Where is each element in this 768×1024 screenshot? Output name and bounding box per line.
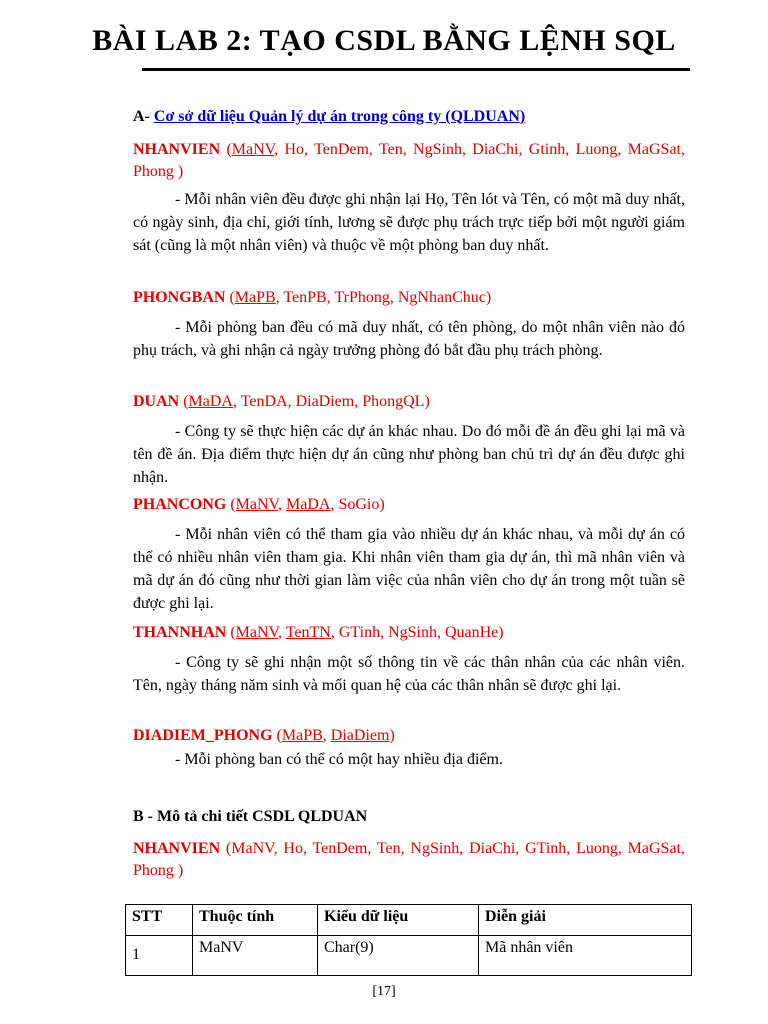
section-b-entity	[133, 838, 685, 882]
table-cell-description: Mã nhân viên	[479, 936, 692, 976]
section-a-heading	[133, 108, 525, 126]
column-header-stt: STT	[126, 905, 193, 936]
primary-key: MaNV	[235, 496, 279, 513]
entity-phancong	[133, 494, 685, 516]
table-cell-datatype: Char(9)	[318, 936, 479, 976]
entity-open: (	[226, 496, 236, 513]
key-separator: ,	[278, 496, 287, 513]
entity-open: (	[226, 624, 236, 641]
primary-key: MaPB	[281, 727, 323, 744]
primary-key: MaDA	[188, 393, 233, 410]
entity-diadiem-phong	[133, 725, 685, 747]
entity-attributes: (MaNV, Ho, TenDem, Ten, NgSinh, DiaChi, GTinh, Luong, MaGSat, Phong )	[133, 840, 685, 879]
entity-open: (	[225, 289, 235, 306]
column-header-description: Diễn giải	[479, 905, 692, 936]
entity-name: NHANVIEN	[133, 141, 221, 158]
entity-attributes: )	[389, 727, 395, 744]
table-cell-attribute: MaNV	[193, 936, 318, 976]
entity-name: PHONGBAN	[133, 289, 226, 306]
entity-description-phancong: - Mỗi nhân viên có thể tham gia vào nhiều dự án khác nhau, và mỗi dự án có thể có nhiều nhân viên tham gia. Khi nhân viên tham gia dự án, thì mã nhân viên và mã dự án đó cũng như thời gian làm việc của nhân viên cho dự án trong một tuần sẽ được ghi lại.	[133, 526, 685, 612]
primary-key: MaPB	[234, 289, 276, 306]
entity-name: PHANCONG	[133, 496, 227, 513]
page-title: BÀI LAB 2: TẠO CSDL BẰNG LỆNH SQL	[92, 24, 676, 57]
primary-key: TenTN	[285, 624, 331, 641]
entity-nhanvien	[133, 139, 685, 183]
primary-key: MaDA	[286, 496, 331, 513]
attribute-table	[125, 904, 692, 976]
column-header-attribute: Thuộc tính	[193, 905, 318, 936]
entity-attributes: , GTinh, NgSinh, QuanHe)	[330, 624, 504, 641]
column-header-datatype: Kiểu dữ liệu	[318, 905, 479, 936]
entity-phongban	[133, 287, 685, 309]
page-number: [17]	[372, 984, 396, 999]
primary-key: MaNV	[235, 624, 279, 641]
entity-attributes: , SoGio)	[330, 496, 385, 513]
entity-attributes: , TenPB, TrPhong, NgNhanChuc)	[275, 289, 492, 306]
primary-key: DiaDiem	[330, 727, 390, 744]
primary-key: MaNV	[231, 141, 275, 158]
entity-attributes: , Ho, TenDem, Ten, NgSinh, DiaChi, Gtinh, Luong, MaGSat, Phong )	[133, 141, 685, 180]
entity-open: (	[220, 141, 232, 158]
title-underline	[142, 68, 690, 71]
entity-description-duan: - Công ty sẽ thực hiện các dự án khác nhau. Do đó mỗi đề án đều ghi lại mã và tên đề án. Địa điểm thực hiện dự án cũng như phòng ban chủ trì dự án đều được ghi nhận.	[133, 423, 685, 486]
entity-thannhan	[133, 622, 685, 644]
table-header-row	[126, 905, 692, 936]
table-row	[126, 936, 692, 976]
entity-name: NHANVIEN	[133, 840, 221, 857]
entity-description-nhanvien: - Mỗi nhân viên đều được ghi nhận lại Họ, Tên lót và Tên, có một mã duy nhất, có ngày sinh, địa chỉ, giới tính, lương sẽ được phụ trách trực tiếp bởi một người giám sát (cũng là một nhân viên) và thuộc về một phòng ban duy nhất.	[133, 191, 685, 254]
entity-description-phongban: - Mỗi phòng ban đều có mã duy nhất, có tên phòng, do một nhân viên nào đó phụ trách, và ghi nhận cả ngày trưởng phòng đó bắt đầu phụ trách phòng.	[133, 319, 685, 359]
entity-name: THANNHAN	[133, 624, 227, 641]
table-cell-stt: 1	[126, 936, 193, 976]
entity-name: DIADIEM_PHONG	[133, 727, 273, 744]
entity-duan	[133, 391, 685, 413]
entity-attributes: , TenDA, DiaDiem, PhongQL)	[232, 393, 430, 410]
section-a-title: Cơ sở dữ liệu Quản lý dự án trong công ty (QLDUAN)	[153, 108, 526, 125]
entity-name: DUAN	[133, 393, 180, 410]
key-separator: ,	[278, 624, 286, 641]
section-b-heading: B - Mô tả chi tiết CSDL QLDUAN	[133, 808, 368, 825]
entity-description-diadiem-phong: - Mỗi phòng ban có thể có một hay nhiều địa điểm.	[175, 751, 503, 768]
key-separator: ,	[322, 727, 331, 744]
entity-description-thannhan: - Công ty sẽ ghi nhận một số thông tin về các thân nhân của các nhân viên. Tên, ngày tháng năm sinh và mối quan hệ của các thân nhân sẽ được ghi lại.	[133, 654, 685, 694]
entity-open: (	[272, 727, 282, 744]
section-a-prefix: A-	[133, 108, 150, 125]
entity-open: (	[179, 393, 189, 410]
